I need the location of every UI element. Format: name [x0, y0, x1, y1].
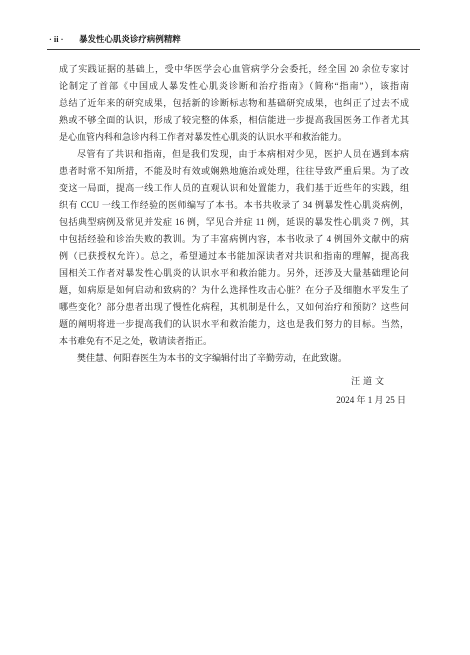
paragraph	[59, 61, 409, 146]
signature-date: 2024 年 1 月 25 日	[336, 395, 406, 405]
text-line: 织有 CCU 一线工作经验的医师编写了本书。本书共收录了 34 例暴发性心肌炎病例，	[59, 200, 409, 210]
text-line: 樊佳慧、何阳春医生为本书的文字编辑付出了辛勤劳动，在此致谢。	[77, 353, 348, 363]
paragraph	[59, 350, 409, 367]
text-line: 变这一局面，提高一线工作人员的直观认识和处置能力，我们基于近些年的实践，组	[59, 183, 409, 193]
text-line: 总结了近年来的研究成果，包括新的诊断标志物和基础研究成果，也纠正了过去不成	[59, 98, 409, 108]
text-line: 题的阐明将进一步提高我们的认识水平和救治能力，这也是我们努力的目标。当然，	[59, 319, 409, 329]
signature-author: 汪道文	[351, 376, 388, 386]
running-header	[49, 34, 181, 46]
preface-body	[59, 61, 409, 367]
book-title: 暴发性心肌炎诊疗病例精粹	[79, 35, 181, 44]
text-line: 患者时常不知所措，不能及时有效或娴熟地施治或处理，往往导致严重后果。为了改	[59, 166, 409, 176]
text-line: 哪些变化？部分患者出现了慢性化病程，其机制是什么，又如何治疗和预防？这些问	[59, 302, 409, 312]
text-line: 国相关工作者对暴发性心肌炎的认识水平和救治能力。另外，还涉及大量基础理论问	[59, 268, 409, 278]
text-line: 中包括经验和诊治失败的教训。为了丰富病例内容，本书收录了 4 例国外文献中的病	[59, 234, 409, 244]
text-line: 本书难免有不足之处，敬请读者指正。	[59, 336, 213, 346]
text-line: 包括典型病例及常见并发症 16 例，罕见合并症 11 例，延误的暴发性心肌炎 7 例，其	[59, 217, 409, 227]
text-line: 成了实践证据的基础上，受中华医学会心血管病学分会委托，经全国 20 余位专家讨	[59, 64, 409, 74]
text-line: 是心血管内科和急诊内科工作者对暴发性心肌炎的认识水平和救治能力。	[59, 132, 348, 142]
text-line: 论制定了首部《中国成人暴发性心肌炎诊断和治疗指南》（简称“指南”），该指南	[59, 81, 409, 91]
text-line: 尽管有了共识和指南，但是我们发现，由于本病相对少见，医护人员在遇到本病	[77, 149, 409, 159]
header-divider	[47, 49, 420, 50]
text-line: 例（已获授权允许）。总之，希望通过本书能加深读者对共识和指南的理解，提高我	[59, 251, 409, 261]
page-number: · ii ·	[49, 35, 64, 44]
paragraph	[59, 146, 409, 350]
text-line: 熟或不够全面的认识，形成了较完整的体系，相信能进一步提高我国医务工作者尤其	[59, 115, 409, 125]
text-line: 题，如病原是如何启动和致病的？为什么选择性攻击心脏？在分子及细胞水平发生了	[59, 285, 409, 295]
